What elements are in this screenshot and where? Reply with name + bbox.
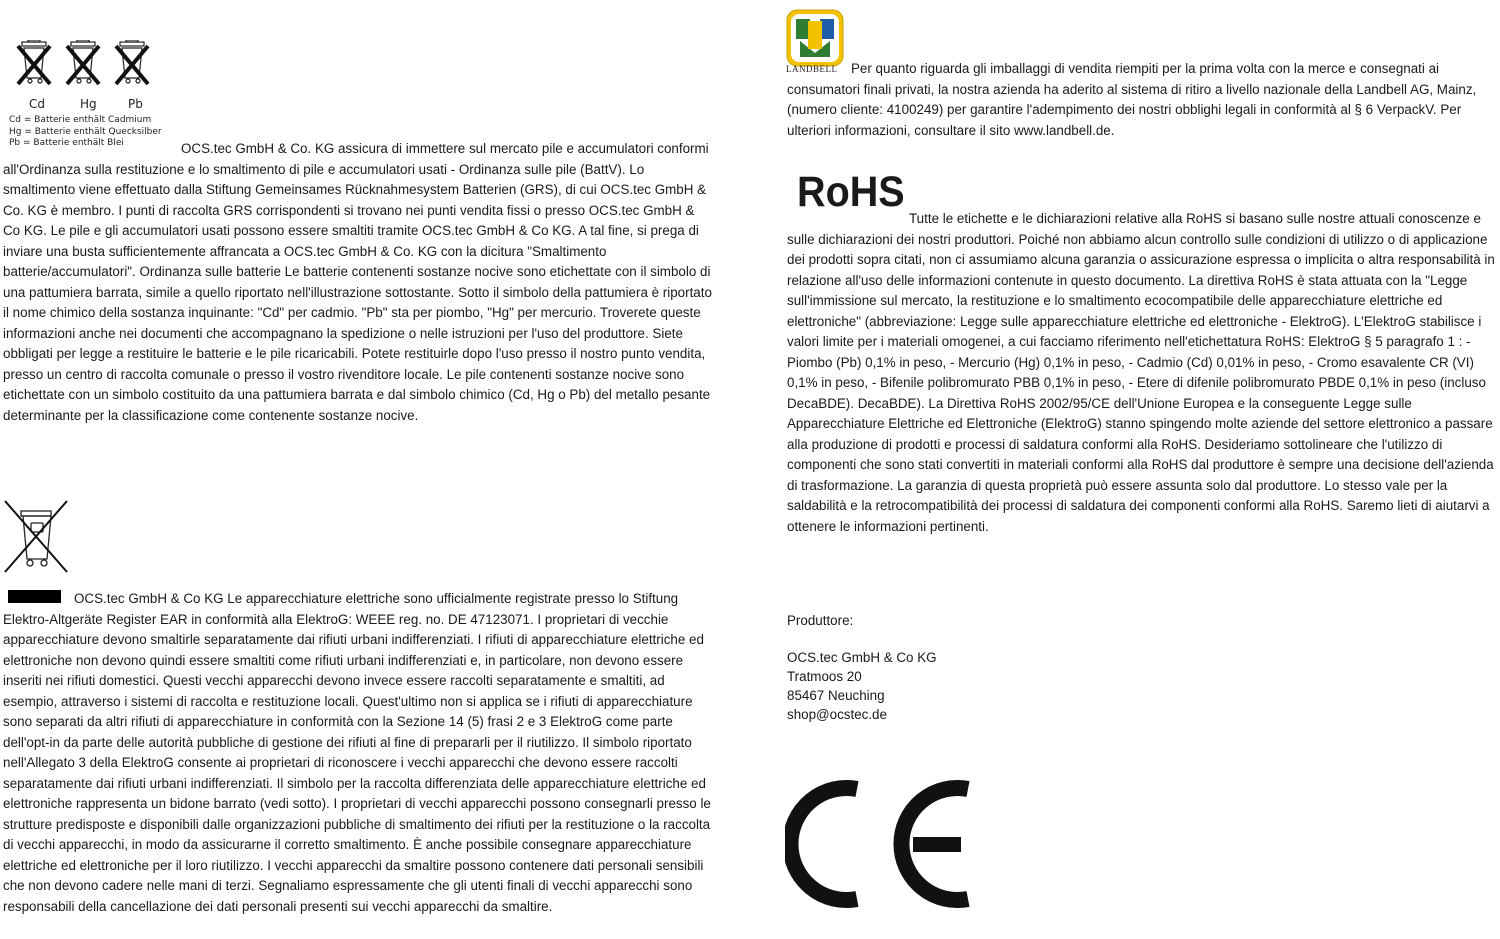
label-cd: Cd xyxy=(29,97,45,111)
ce-mark-icon xyxy=(785,777,975,912)
producer-email: shop@ocstec.de xyxy=(787,707,887,722)
landbell-paragraph: Per quanto riguarda gli imballaggi di vendita riempiti per la prima volta con la merce e consegnati ai consumatori finali privati, la nostra azienda ha aderito al sistema di ritiro a livello nazionale della Landbell AG, Mainz, (numero cliente: 4100249) per garantire l'adempimento dei nostri obblighi legali in conformità al § 6 VerpackV. Per ulteriori informazioni, consultare il sito www.landbell.de. xyxy=(787,61,1477,138)
weee-crossed-bin-icon xyxy=(3,499,69,574)
producer-address xyxy=(787,648,937,724)
producer-street: Tratmoos 20 xyxy=(787,669,862,684)
weee-paragraph: OCS.tec GmbH & Co KG Le apparecchiature elettriche sono ufficialmente registrate presso lo Stiftung Elektro-Altgeräte Register EAR in conformità alla ElektroG: WEEE reg. no. DE 47123071. I proprietari di vecchie apparecchiature devono smaltirle separatamente dai rifiuti urbani indifferenziati. I rifiuti di apparecchiature elettriche ed elettroniche non devono quindi essere smaltiti come rifiuti urbani indifferenziati e, in particolare, non devono essere inseriti nei rifiuti domestici. Questi vecchi apparecchi devono invece essere raccolti separatamente e smaltiti, ad esempio, attraverso i sistemi di raccolta e restituzione locali. Quest'ultimo non si applica se i rifiuti di apparecchiature sono separati da altri rifiuti di apparecchiature in conformità con la Sezione 14 (5) frasi 2 e 3 ElektroG come parte dell'opt-in da parte delle autorità pubbliche di gestione dei rifiuti al fine di prepararli per il riutilizzo. Il simbolo riportato nell'Allegato 3 della ElektroG consente ai proprietari di riconoscere i vecchi apparecchi che devono essere raccolti separatamente dai rifiuti urbani indifferenziati. Il simbolo per la raccolta differenziata delle apparecchiature elettriche ed elettroniche rappresenta un bidone barrato (vedi sotto). I proprietari di vecchi apparecchi possono consegnarli presso le strutture predisposte e disponibili dalle organizzazioni pubbliche di smaltimento dei rifiuti per la restituzione o la raccolta di vecchi apparecchi, in modo da assicurarne il corretto smaltimento. È anche possibile consegnare apparecchiature elettriche ed elettroniche per il loro riutilizzo. I vecchi apparecchi da smaltire possono contenere dati personali sensibili che non devono cadere nelle mani di terzi. Segnaliamo espressamente che gli utenti finali di vecchi apparecchi sono responsabili della cancellazione dei dati personali presenti sui vecchi apparecchi da smaltire. xyxy=(3,591,711,914)
rohs-paragraph: Tutte le etichette e le dichiarazioni relative alla RoHS si basano sulle nostre attuali conoscenze e sulle dichiarazioni dei nostri produttori. Poiché non abbiamo alcun controllo sulle condizioni di utilizzo o di applicazione dei prodotti sopra citati, non ci assumiamo alcuna garanzia o assicurazione espressa o implicita o altra responsabilità in relazione all'uso delle informazioni contenute in questo documento. La direttiva RoHS è stata attuata con la "Legge sull'immissione sul mercato, la restituzione e lo smaltimento ecocompatibile delle apparecchiature elettriche ed elettroniche" (abbreviazione: Legge sulle apparecchiature elettriche ed elettroniche - ElektroG). L'ElektroG stabilisce i valori limite per i materiali omogenei, a cui facciamo riferimento nell'etichettatura RoHS: ElektroG § 5 paragrafo 1 : - Piombo (Pb) 0,1% in peso, - Mercurio (Hg) 0,1% in peso, - Cadmio (Cd) 0,01% in peso, - Cromo esavalente CR (VI) 0,1% in peso, - Bifenile polibromurato PBB 0,1% in peso, - Etere di difenile polibromurato PBDE 0,1% in peso (incluso DecaBDE). DecaBDE). La Direttiva RoHS 2002/95/CE dell'Unione Europea e la conseguente Legge sulle Apparecchiature Elettriche ed Elettroniche (ElektroG) stanno spingendo molte aziende del settore elettronico a passare alla produzione di prodotti e processi di saldatura conformi alla RoHS. Desideriamo sottolineare che l'utilizzo di componenti che sono stati convertiti in materiali conformi alla RoHS dal produttore è sempre una decisione dell'azienda di trasformazione. La garanzia di questa proprietà può essere assunta solo dal produttore. Lo stesso vale per la saldabilità e la retrocompatibilità dei processi di saldatura dei componenti conformi alla RoHS. Saremo lieti di aiutarvi a ottenere le informazioni pertinenti. xyxy=(787,211,1495,534)
rohs-text-block xyxy=(787,209,1499,537)
legend-pb: Pb = Batterie enthält Blei xyxy=(9,138,124,148)
landbell-logo-text: LANDBELL xyxy=(786,64,838,74)
producer-city: 85467 Neuching xyxy=(787,688,885,703)
producer-heading: Produttore: xyxy=(787,613,854,628)
weee-text-block xyxy=(3,589,719,917)
battery-paragraph: OCS.tec GmbH & Co. KG assicura di immettere sul mercato pile e accumulatori conformi all'Ordinanza sulla restituzione e lo smaltimento di pile e accumulatori usati - Ordinanza sulle pile (BattV). Lo smaltimento viene effettuato dalla Stiftung Gemeinsames Rücknahmesystem Batterien (GRS), di cui OCS.tec GmbH & Co. KG è membro. I punti di raccolta GRS corrispondenti si trovano nei punti vendita fissi o presso OCS.tec GmbH & Co KG. Le pile e gli accumulatori usati possono essere smaltiti tramite OCS.tec GmbH & Co KG. A tal fine, si prega di inviare una busta sufficientemente affrancata a OCS.tec GmbH & Co. KG con la dicitura "Smaltimento batterie/accumulatori". Ordinanza sulle batterie Le batterie contenenti sostanze nocive sono etichettate con il simbolo di una pattumiera barrata, simile a quello riportato nell'illustrazione sottostante. Sotto il simbolo della pattumiera è riportato il nome chimico della sostanza inquinante: "Cd" per cadmio. "Pb" sta per piombo, "Hg" per mercurio. Troverete queste informazioni anche nei documenti che accompagnano la spedizione o nelle istruzioni per l'uso del produttore. Siete obbligati per legge a restituire le batterie e le pile ricaricabili. Potete restituirle dopo l'uso presso il nostro punto vendita, presso un centro di raccolta comunale o presso il vostro rivenditore locale. Le pile contenenti sostanze nocive sono etichettate con un simbolo costituito da una pattumiera barrata e dal simbolo chimico (Cd, Hg o Pb) del metallo pesante determinante per la classificazione come contenente sostanze nocive. xyxy=(3,141,712,423)
label-pb: Pb xyxy=(128,97,143,111)
landbell-text-block xyxy=(787,59,1495,141)
rohs-logo: RoHS xyxy=(797,168,905,216)
battery-text-block xyxy=(3,139,715,426)
legend-hg: Hg = Batterie enthält Quecksilber xyxy=(9,126,162,137)
label-hg: Hg xyxy=(80,97,97,111)
producer-company: OCS.tec GmbH & Co KG xyxy=(787,650,937,665)
legend-cd: Cd = Batterie enthält Cadmium xyxy=(9,115,152,125)
